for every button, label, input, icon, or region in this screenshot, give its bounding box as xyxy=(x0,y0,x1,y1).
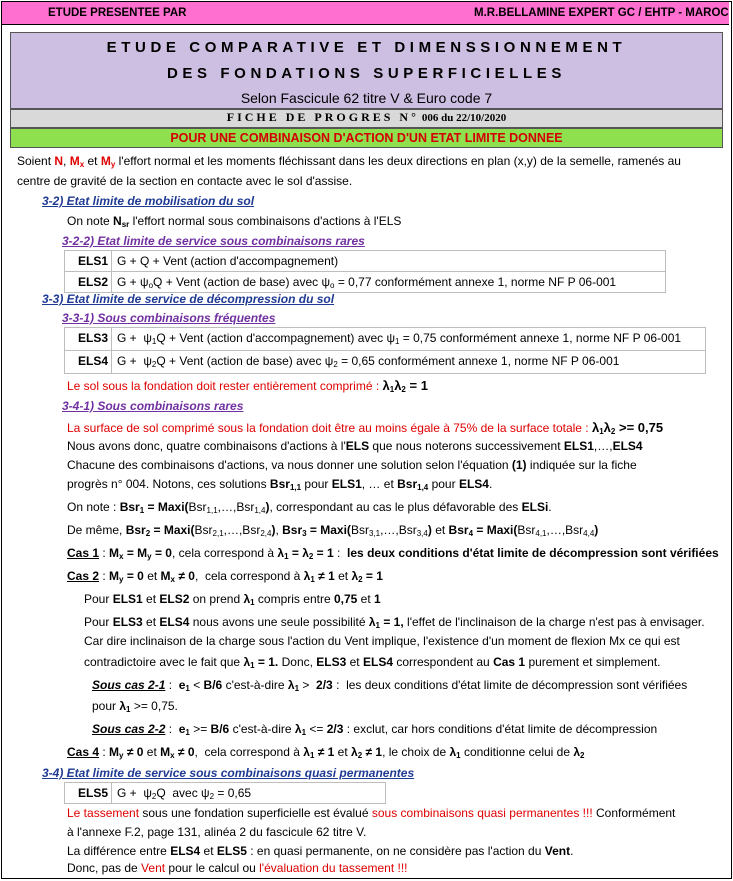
els5-formula: $G + \psi_2Q$ avec $\psi_2 = 0,65$ xyxy=(117,786,252,801)
title-box xyxy=(10,32,723,109)
title-line-1: ETUDE COMPARATIVE ET DIMENSSIONNEMENT xyxy=(106,39,627,56)
sous-cas-2-1-cont: pour $\lambda_1 >= 0,75$. xyxy=(92,699,178,714)
fiche-number: 006 du 22/10/2020 xyxy=(421,112,507,124)
section-3-4: 3-4) Etat limite de service sous combinaisons quasi permanentes xyxy=(42,766,415,780)
sous-cas-2-2-line: Sous cas 2-2 : $e_1 >= B/6$ c'est-à-dire $\lambda_1 <= 2/3$ : exclut, car hors conditions d'état limite de décompression xyxy=(92,722,658,737)
fiche-bar xyxy=(10,109,723,128)
progres-line: progrès n° 004. Notons, ces solutions Bsr$_{1,1}$ pour ELS1, … et Bsr$_{1,4}$ pour ELS4. xyxy=(67,477,493,492)
header-bar xyxy=(2,2,729,25)
header-right: M.R.BELLAMINE EXPERT GC / EHTP - MAROC xyxy=(474,7,729,19)
els1-row xyxy=(64,250,666,272)
els2-row xyxy=(64,271,666,293)
els4-name: ELS4 xyxy=(78,354,109,368)
sol-comprime-line: Le sol sous la fondation doit rester entièrement comprimé : $\lambda_1\lambda_2 = 1$ xyxy=(67,378,428,394)
els4-formula: $G + \psi_2Q$ + Vent (action de base) avec $\psi_2 = 0,65$ conformément annexe 1, norme NF P 06-001 xyxy=(117,354,620,369)
car-dire-line: Car dire inclinaison de la charge sous l'action du Vent implique, l'existence d'un moment de flexion Mx ce qui est xyxy=(84,634,680,648)
sous-cas-2-1-line: Sous cas 2-1 : $e_1 < B/6$ c'est-à-dire $\lambda_1 > 2/3$ : les deux conditions d'état limite de décompression sont vérifiées xyxy=(92,678,688,693)
els3-name: ELS3 xyxy=(78,331,109,345)
section-3-2: 3-2) Etat limite de mobilisation du sol xyxy=(42,194,255,208)
intro-line-2: centre de gravité de la section en contacte avec le sol d'assise. xyxy=(17,174,353,188)
els4-row xyxy=(64,350,706,374)
header-left: ETUDE PRESENTEE PAR xyxy=(48,7,187,19)
cas2-line: Cas 2 : $M_y = 0$ et $M_x \ne 0$, cela correspond à $\lambda_1 \ne 1$ et $\lambda_2 = 1$ xyxy=(67,569,383,584)
els2-formula: $G + \psi_oQ$ + Vent (action de base) avec $\psi_o = 0,77$ conformément annexe 1, norme NF P 06-001 xyxy=(117,275,617,290)
title-line-3: Selon Fascicule 62 titre V & Euro code 7 xyxy=(240,90,493,106)
combos-line: Nous avons donc, quatre combinaisons d'actions à l'ELS que nous noterons successivement ELS1,…,ELS4 xyxy=(67,439,643,453)
els3-els4-line: Pour ELS3 et ELS4 nous avons une seule possibilité $\lambda_1 = 1$, l'effet de l'inclinaison de la charge n'est pas à envisager. xyxy=(84,615,705,630)
section-3-3: 3-3) Etat limite de service de décompression du sol xyxy=(42,292,335,306)
contradictoire-line: contradictoire avec le fait que $\lambda_1 = 1$. Donc, ELS3 et ELS4 correspondent au Cas 1 purement et simplement. xyxy=(84,655,661,670)
els3-row xyxy=(64,327,706,351)
els1-els2-line: Pour ELS1 et ELS2 on prend $\lambda_1$ compris entre 0,75 et 1 xyxy=(84,592,381,607)
surface-line: La surface de sol comprimé sous la fondation doit être au moins égale à 75% de la surface totale : $\lambda_1\lambda_2 >= 0,75$ xyxy=(67,420,664,436)
els1-name: ELS1 xyxy=(78,254,109,268)
section-3-3-1: 3-3-1) Sous combinaisons fréquentes xyxy=(62,311,276,325)
solution-line: Chacune des combinaisons d'actions, va nous donner une solution selon l'équation (1) indiquée sur la fiche xyxy=(67,458,637,472)
intro-line-1: Soient N, $M_x$ et $M_y$ l'effort normal et les moments fléchissant dans les deux directions en plan (x,y) de la semelle, ramenés au xyxy=(17,154,681,169)
cas4-line: Cas 4 : $M_y \ne 0$ et $M_x \ne 0$, cela correspond à $\lambda_1 \ne 1$ et $\lambda_2 \ne 1$, le choix de $\lambda_1$ conditionne celui de $\lambda_2$ xyxy=(67,745,585,760)
bsr1-line: On note : Bsr$_1$ = Maxi(Bsr$_{1,1}$,…,Bsr$_{1,4}$), correspondant au cas le plus défavorable des ELSi. xyxy=(67,500,552,515)
document-page xyxy=(1,1,732,879)
fiche-label: FICHE DE PROGRES N° xyxy=(226,110,419,124)
els1-formula: G + Q + Vent (action d'accompagnement) xyxy=(117,254,339,268)
section-3-4-1: 3-4-1) Sous combinaisons rares xyxy=(62,399,244,413)
tassement-line: Le tassement sous une fondation superficielle est évalué sous combinaisons quasi permanentes !!! Conformément xyxy=(67,806,676,820)
cas1-line: Cas 1 : $M_x = M_y = 0$, cela correspond à $\lambda_1 = \lambda_2 = 1$ : les deux conditions d'état limite de décompression sont vérifiées xyxy=(67,546,719,561)
els2-name: ELS2 xyxy=(78,275,109,289)
banner: POUR UNE COMBINAISON D'ACTION D'UN ETAT LIMITE DONNEE xyxy=(10,128,723,148)
nsr-note: On note $N_{sr}$ l'effort normal sous combinaisons d'actions à l'ELS xyxy=(67,214,402,229)
els3-formula: $G + \psi_1Q$ + Vent (action d'accompagnement) avec $\psi_1 = 0,75$ conformément annexe 1, norme NF P 06-001 xyxy=(117,331,682,346)
title-line-2: DES FONDATIONS SUPERFICIELLES xyxy=(167,65,566,82)
bsr-others-line: De même, Bsr$_2$ = Maxi(Bsr$_{2,1}$,…,Bsr$_{2,4}$), Bsr$_3$ = Maxi(Bsr$_{3,1}$,…,Bsr$_{3,4}$) et Bsr$_4$ = Maxi(Bsr$_{4,1}$,…,Bsr$_{4,4}$) xyxy=(67,523,599,538)
section-3-2-2: 3-2-2) Etat limite de service sous combinaisons rares xyxy=(62,234,365,248)
els5-name: ELS5 xyxy=(78,786,109,800)
difference-line: La différence entre ELS4 et ELS5 : en quasi permanente, on ne considère pas l'action du Vent. xyxy=(67,844,574,858)
donc-line: Donc, pas de Vent pour le calcul ou l'évaluation du tassement !!! xyxy=(67,861,408,875)
els5-row xyxy=(64,782,386,804)
annexe-line: à l'annexe F.2, page 131, alinéa 2 du fascicule 62 titre V. xyxy=(67,825,367,839)
